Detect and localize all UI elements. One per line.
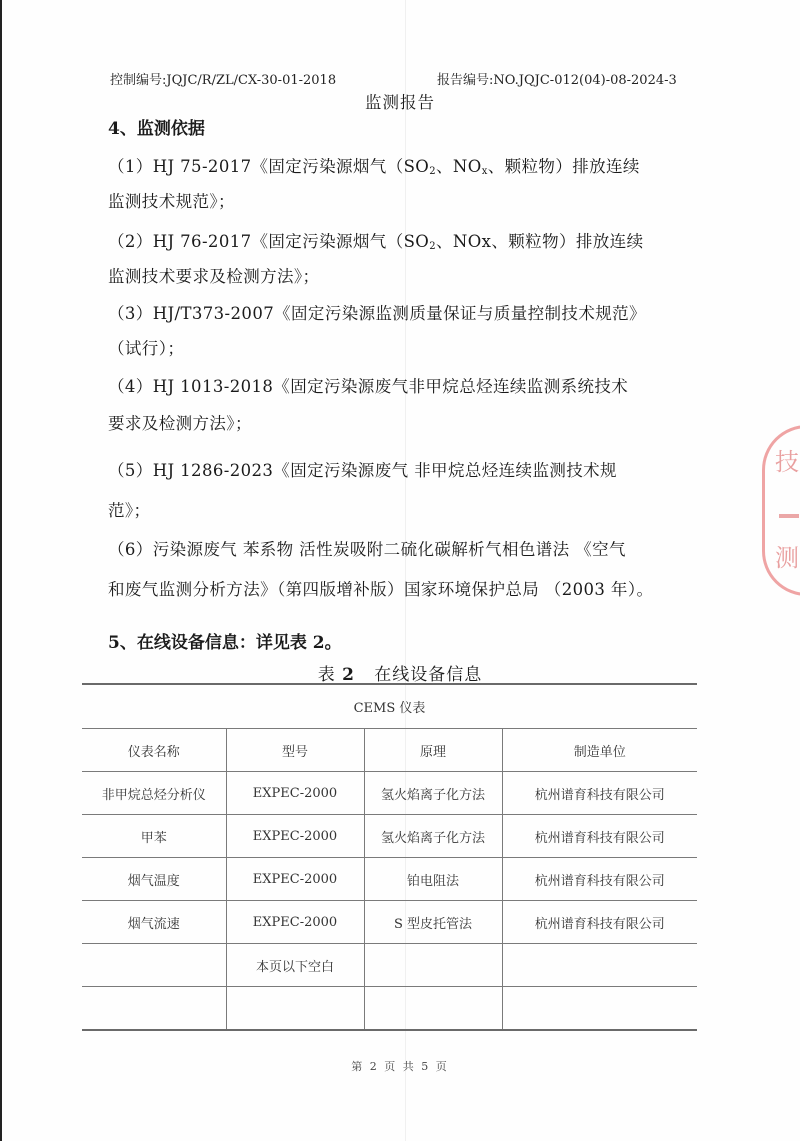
section-5-heading: 5、在线设备信息：详见表 2。 [108,633,342,653]
col-header-principle: 原理 [364,729,502,772]
red-seal-stamp [762,425,800,596]
cell-manufacturer [502,987,697,1031]
cell-manufacturer: 杭州谱育科技有限公司 [502,858,697,901]
section-4-heading: 4、监测依据 [108,119,205,139]
basis-item-4-line2: 要求及检测方法》； [108,414,252,433]
scan-edge [0,0,2,1141]
cell-name: 非甲烷总烃分析仪 [82,772,226,815]
table-header-row [82,729,697,772]
basis-item-3-line2: （试行）； [108,339,185,358]
seal-char-1: 技 [775,448,799,476]
cell-principle [364,987,502,1031]
seal-char-3: 测 [775,544,799,572]
cell-name [82,944,226,987]
basis-item-1-line1: （1）HJ 75-2017《固定污染源烟气（$SO_2$、$NO_x$、颗粒物）排放连续 [108,157,640,177]
col-header-manufacturer: 制造单位 [502,729,697,772]
cell-principle: 氢火焰离子化方法 [364,815,502,858]
table-group-row [82,684,697,729]
table-row [82,815,697,858]
cell-manufacturer: 杭州谱育科技有限公司 [502,901,697,944]
cell-model: EXPEC-2000 [226,901,364,944]
table-row [82,901,697,944]
cell-model: EXPEC-2000 [226,772,364,815]
cell-manufacturer: 杭州谱育科技有限公司 [502,815,697,858]
basis-item-1-line2: 监测技术规范》； [108,192,235,211]
cell-manufacturer [502,944,697,987]
cell-manufacturer: 杭州谱育科技有限公司 [502,772,697,815]
report-number: 报告编号:NO.JQJC-012(04)-08-2024-3 [437,73,677,88]
basis-item-2-line2: 监测技术要求及检测方法》； [108,267,320,286]
col-header-name: 仪表名称 [82,729,226,772]
table-row-empty [82,987,697,1031]
equipment-table [82,683,697,1031]
basis-item-5-line1: （5）HJ 1286-2023《固定污染源废气 非甲烷总烃连续监测技术规 [108,461,617,480]
basis-item-2-line1: （2）HJ 76-2017《固定污染源烟气（$SO_2$、NOx、颗粒物）排放连续 [108,232,644,252]
cell-model: EXPEC-2000 [226,815,364,858]
blank-below-note: 本页以下空白 [226,944,364,987]
table-row [82,858,697,901]
cell-principle: 氢火焰离子化方法 [364,772,502,815]
basis-item-6-line2: 和废气监测分析方法》（第四版增补版）国家环境保护总局 （2003 年）。 [108,580,654,599]
table-2-caption: 表 2 在线设备信息 [317,665,483,685]
basis-item-3-line1: （3）HJ/T373-2007《固定污染源监测质量保证与质量控制技术规范》 [108,304,646,323]
table-row-blank-note [82,944,697,987]
group-label: CEMS 仪表 [353,701,426,716]
basis-item-5-line2: 范》； [108,501,151,520]
cell-principle: 铂电阻法 [364,858,502,901]
basis-item-6-line1: （6）污染源废气 苯系物 活性炭吸附二硫化碳解析气相色谱法 《空气 [108,540,626,559]
cell-name [82,987,226,1031]
cell-principle: S 型皮托管法 [364,901,502,944]
seal-emblem [779,490,799,518]
control-number: 控制编号:JQJC/R/ZL/CX-30-01-2018 [110,73,337,88]
table-row [82,772,697,815]
cell-name: 烟气温度 [82,858,226,901]
report-title: 监测报告 [365,93,435,112]
page-number: 第 2 页 共 5 页 [351,1060,449,1073]
cell-name: 烟气流速 [82,901,226,944]
basis-item-4-line1: （4）HJ 1013-2018《固定污染源废气非甲烷总烃连续监测系统技术 [108,377,629,396]
col-header-model: 型号 [226,729,364,772]
cell-model [226,987,364,1031]
cell-model: EXPEC-2000 [226,858,364,901]
cell-principle [364,944,502,987]
cell-name: 甲苯 [82,815,226,858]
